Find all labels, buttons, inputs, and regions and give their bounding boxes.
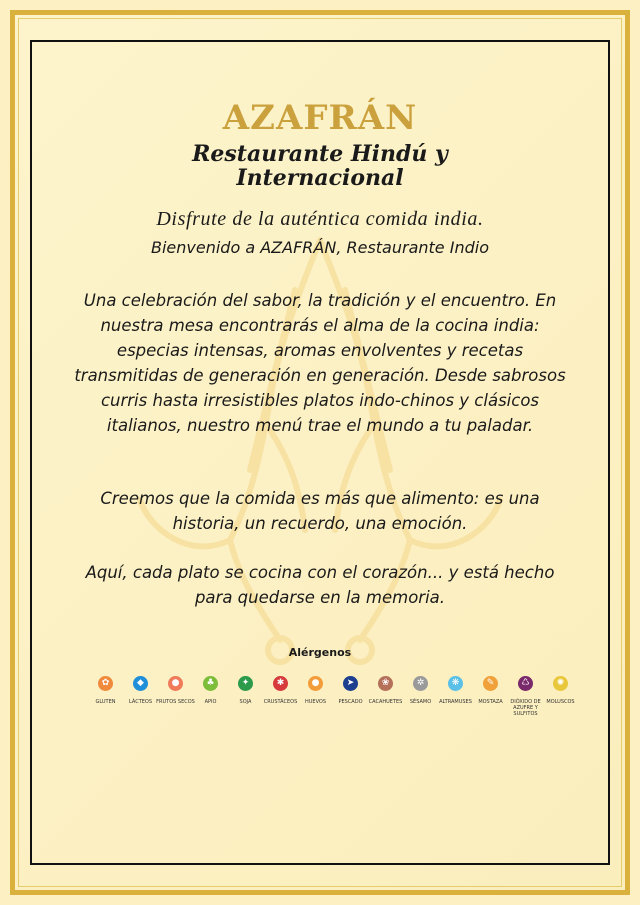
allergen-item xyxy=(296,676,336,705)
menu-page-content xyxy=(30,40,610,865)
allergen-item xyxy=(471,676,511,705)
mustard-icon: ✎ xyxy=(483,676,498,691)
sesame-icon: ✲ xyxy=(413,676,428,691)
soy-icon: ✦ xyxy=(238,676,253,691)
subtitle-line-1: Restaurante Hindú y xyxy=(192,141,448,167)
allergen-label: DIÓXIDO DE AZUFRE Y SULFITOS xyxy=(510,699,541,717)
subtitle-line-2: Internacional xyxy=(236,165,404,191)
allergen-item xyxy=(121,676,161,705)
tagline: Disfrute de la auténtica comida india. xyxy=(156,208,484,230)
restaurant-name: AZAFRÁN xyxy=(222,98,418,138)
allergen-label: PESCADO xyxy=(338,699,363,705)
allergen-label: LÁCTEOS xyxy=(128,699,153,705)
allergen-label: SÉSAMO xyxy=(409,699,432,705)
allergen-legend xyxy=(88,676,578,736)
allergen-label: MOSTAZA xyxy=(478,699,503,705)
allergen-label: APIO xyxy=(204,699,217,705)
allergen-label: CACAHUETES xyxy=(368,699,403,705)
allergen-item xyxy=(261,676,301,705)
allergen-label: FRUTOS SECOS xyxy=(156,699,195,705)
intro-paragraph: Una celebración del sabor, la tradición y el encuentro. En nuestra mesa encontrarás el alma de la cocina india: especias intensas, aromas envolventes y recetas transmitidas de generación en generación. Desde sabrosos curris hasta irresistibles platos indo-chinos y clásicos italianos, nuestro menú trae el mundo a tu paladar. xyxy=(74,291,566,435)
allergen-label: CRUSTÁCEOS xyxy=(263,699,298,705)
allergen-item xyxy=(331,676,371,705)
allergen-item xyxy=(86,676,126,705)
nut-icon: ● xyxy=(168,676,183,691)
restaurant-subtitle xyxy=(30,142,610,190)
lupin-icon: ❋ xyxy=(448,676,463,691)
allergen-label: MOLUSCOS xyxy=(546,699,575,705)
allergen-item xyxy=(226,676,266,705)
egg-icon: ● xyxy=(308,676,323,691)
philosophy-paragraph: Creemos que la comida es más que alimento: es una historia, un recuerdo, una emoción. xyxy=(100,489,540,533)
allergen-item xyxy=(156,676,196,705)
crab-icon: ✱ xyxy=(273,676,288,691)
fish-icon: ➤ xyxy=(343,676,358,691)
allergen-label: SOJA xyxy=(239,699,252,705)
milk-icon: ◆ xyxy=(133,676,148,691)
allergen-item xyxy=(191,676,231,705)
allergen-item xyxy=(436,676,476,705)
celery-icon: ♣ xyxy=(203,676,218,691)
peanut-icon: ❀ xyxy=(378,676,393,691)
allergen-item xyxy=(366,676,406,705)
allergens-heading: Alérgenos xyxy=(288,646,352,659)
welcome-line: Bienvenido a AZAFRÁN, Restaurante Indio xyxy=(151,238,489,257)
wheat-icon: ✿ xyxy=(98,676,113,691)
mollusc-icon: ✺ xyxy=(553,676,568,691)
allergen-label: HUEVOS xyxy=(304,699,327,705)
allergen-label: ALTRAMUSES xyxy=(439,699,472,705)
allergen-item xyxy=(506,676,546,717)
closing-paragraph: Aquí, cada plato se cocina con el corazón... y está hecho para quedarse en la memoria. xyxy=(85,563,555,607)
allergen-item xyxy=(401,676,441,705)
allergen-label: GLUTEN xyxy=(95,699,116,705)
allergen-item xyxy=(541,676,581,705)
sulphite-icon: ♺ xyxy=(518,676,533,691)
